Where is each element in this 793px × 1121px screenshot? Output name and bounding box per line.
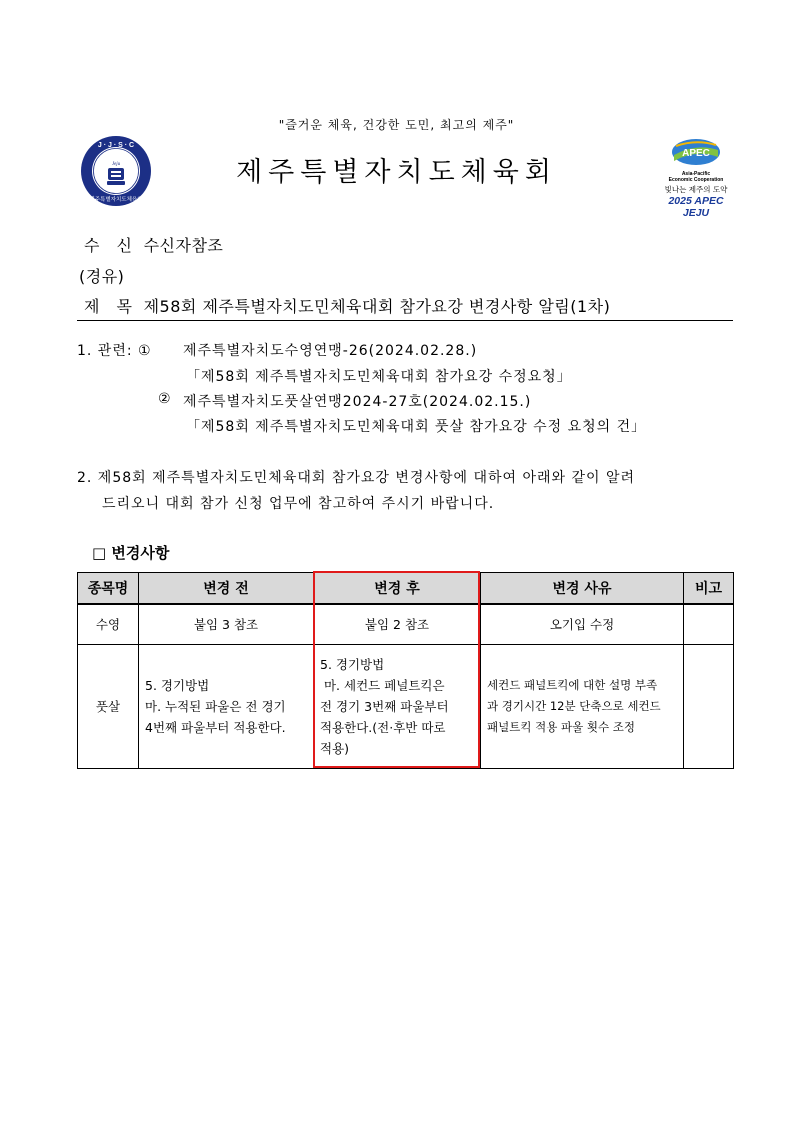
- cell-after: 붙임 2 참조: [314, 604, 481, 644]
- recipient-label: 수 신: [84, 236, 138, 255]
- recipient-line: [84, 233, 223, 256]
- header-note: 비고: [684, 573, 734, 605]
- cell-reason: 오기입 수정: [481, 604, 684, 644]
- apec-sub2: Economic Cooperation: [668, 177, 724, 183]
- apec-sub1: Asia-Pacific: [681, 171, 711, 177]
- seal-letters: J · J · S · C: [97, 142, 135, 149]
- ref1-line2: 「제58회 제주특별자치도민체육대회 참가요강 수정요청」: [186, 369, 572, 385]
- svg-text:제주특별자치도체육회: 제주특별자치도체육회: [89, 197, 143, 203]
- ref2-line2: 「제58회 제주특별자치도민체육대회 풋살 참가요강 수정 요청의 건」: [186, 419, 647, 435]
- cell-after: [314, 644, 481, 768]
- motto: "즐거운 체육, 건강한 도민, 최고의 제주": [278, 118, 515, 132]
- cell-line: 세컨드 패널트킥에 대한 설명 부족: [487, 677, 658, 692]
- cell-before: [139, 644, 314, 768]
- cell-sport: 수영: [78, 604, 139, 644]
- cell-line: 4번째 파울부터 적용한다.: [145, 719, 286, 735]
- table-row: [78, 644, 734, 768]
- cell-line: 적용한다.(전·후반 따로: [320, 719, 446, 735]
- table-header-row: [78, 573, 734, 605]
- cell-line: 전 경기 3번째 파울부터: [320, 698, 449, 714]
- recipient-value: 수신자참조: [143, 236, 224, 255]
- apec-jeju-logo: [660, 137, 732, 219]
- cell-sport: 풋살: [78, 644, 139, 768]
- cell-line: 5. 경기방법: [145, 677, 210, 693]
- cell-note: [684, 644, 734, 768]
- cell-line: 마. 세컨드 페널트킥은: [320, 677, 445, 693]
- ref1-line1: 제주특별자치도수영연맹-26(2024.02.28.): [183, 343, 478, 359]
- para2-line1: 2. 제58회 제주특별자치도민체육대회 참가요강 변경사항에 대하여 아래와 같이 알려: [77, 470, 636, 486]
- cell-line: 적용): [320, 740, 350, 756]
- via-line: (경유): [79, 267, 125, 286]
- cell-line: 패널트킥 적용 파울 횟수 조정: [487, 719, 635, 734]
- subject-line: [84, 294, 610, 317]
- table-row: [78, 604, 734, 644]
- apec-slogan: 빛나는 제주의 도약: [664, 185, 728, 194]
- header-reason: 변경 사유: [481, 573, 684, 605]
- header-after: 변경 후: [314, 573, 481, 605]
- header-divider: [77, 320, 733, 321]
- subject-label: 제 목: [84, 297, 138, 316]
- cell-before: 붙임 3 참조: [139, 604, 314, 644]
- section-title: □ 변경사항: [92, 544, 170, 562]
- cell-reason: [481, 644, 684, 768]
- para1-prefix: 1. 관련: ①: [77, 343, 152, 359]
- apec-badge-text: APEC: [682, 148, 710, 159]
- cell-line: 5. 경기방법: [320, 656, 385, 672]
- para2-line2: 드리오니 대회 참가 신청 업무에 참고하여 주시기 바랍니다.: [102, 496, 495, 512]
- header-sport: 종목명: [78, 573, 139, 605]
- cell-note: [684, 604, 734, 644]
- cell-line: 마. 누적된 파울은 전 경기: [145, 698, 286, 714]
- ref2-line1: 제주특별자치도풋살연맹2024-27호(2024.02.15.): [183, 394, 532, 410]
- ref2-marker: ②: [158, 391, 172, 407]
- subject-value: 제58회 제주특별자치도민체육대회 참가요강 변경사항 알림(1차): [143, 297, 611, 316]
- apec-year-line: 2025 APEC JEJU: [668, 195, 724, 219]
- header-before: 변경 전: [139, 573, 314, 605]
- cell-line: 과 경기시간 12분 단축으로 세컨드: [487, 698, 661, 713]
- svg-text:Jeju: Jeju: [111, 162, 121, 167]
- change-table: [77, 572, 734, 769]
- apec-badge-icon: [660, 137, 732, 167]
- organization-title: 제주특별자치도체육회: [236, 157, 557, 188]
